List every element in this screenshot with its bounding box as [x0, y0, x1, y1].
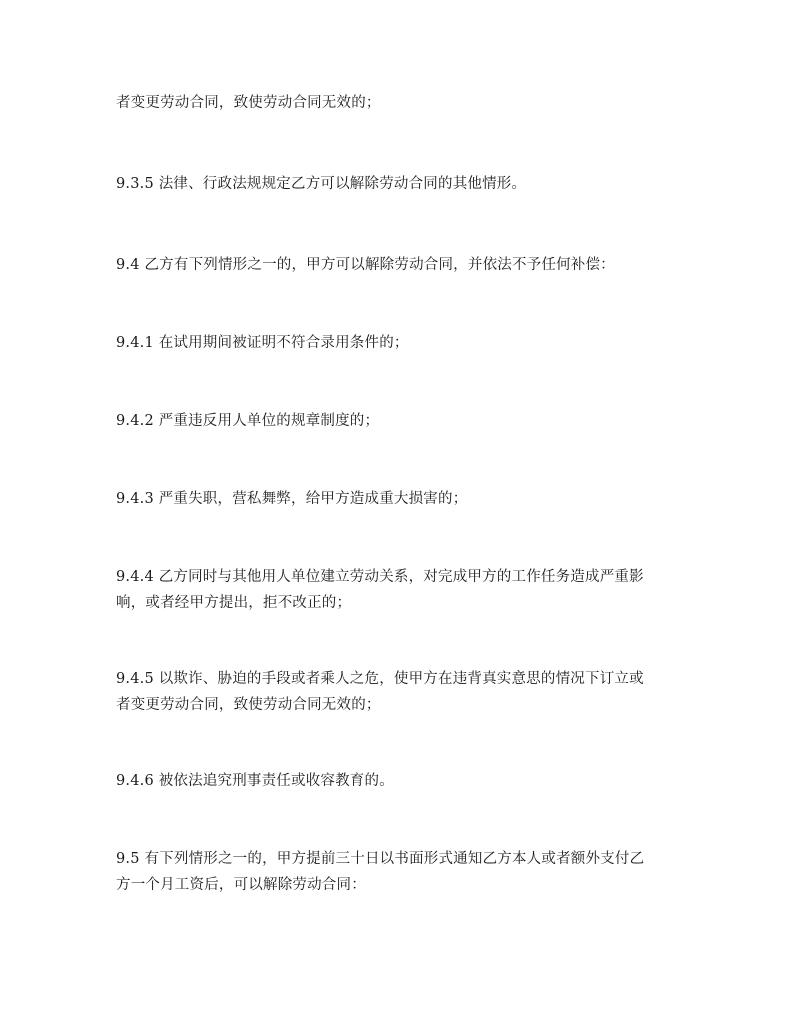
paragraph-9-5 [116, 846, 686, 898]
paragraph-continuation [116, 90, 686, 116]
paragraph-9-4-2 [116, 408, 686, 434]
paragraph-line: 9.4.5 以欺诈、胁迫的手段或者乘人之危，使甲方在违背真实意思的情况下订立或 [116, 671, 644, 687]
paragraph-line: 方一个月工资后，可以解除劳动合同： [116, 877, 366, 893]
paragraph-9-4-3 [116, 486, 686, 512]
paragraph-line: 9.5 有下列情形之一的，甲方提前三十日以书面形式通知乙方本人或者额外支付乙 [116, 851, 645, 867]
paragraph-9-4-5 [116, 666, 686, 718]
paragraph-line: 9.3.5 法律、行政法规规定乙方可以解除劳动合同的其他情形。 [116, 176, 527, 192]
paragraph-line: 9.4.1 在试用期间被证明不符合录用条件的； [116, 335, 409, 351]
paragraph-9-4 [116, 252, 686, 278]
paragraph-line: 9.4.2 严重违反用人单位的规章制度的； [116, 413, 380, 429]
paragraph-line: 9.4.3 严重失职，营私舞弊，给甲方造成重大损害的； [116, 491, 468, 507]
paragraph-9-4-1 [116, 330, 686, 356]
paragraph-line: 者变更劳动合同，致使劳动合同无效的； [116, 95, 381, 111]
paragraph-9-4-6 [116, 768, 686, 794]
paragraph-9-3-5 [116, 171, 686, 197]
paragraph-9-4-4 [116, 564, 686, 616]
paragraph-line: 9.4 乙方有下列情形之一的，甲方可以解除劳动合同，并依法不予任何补偿： [116, 257, 615, 273]
paragraph-line: 响，或者经甲方提出，拒不改正的； [116, 595, 352, 611]
paragraph-line: 9.4.6 被依法追究刑事责任或收容教育的。 [116, 773, 394, 789]
paragraph-line: 者变更劳动合同，致使劳动合同无效的； [116, 697, 381, 713]
paragraph-line: 9.4.4 乙方同时与其他用人单位建立劳动关系，对完成甲方的工作任务造成严重影 [116, 569, 644, 585]
